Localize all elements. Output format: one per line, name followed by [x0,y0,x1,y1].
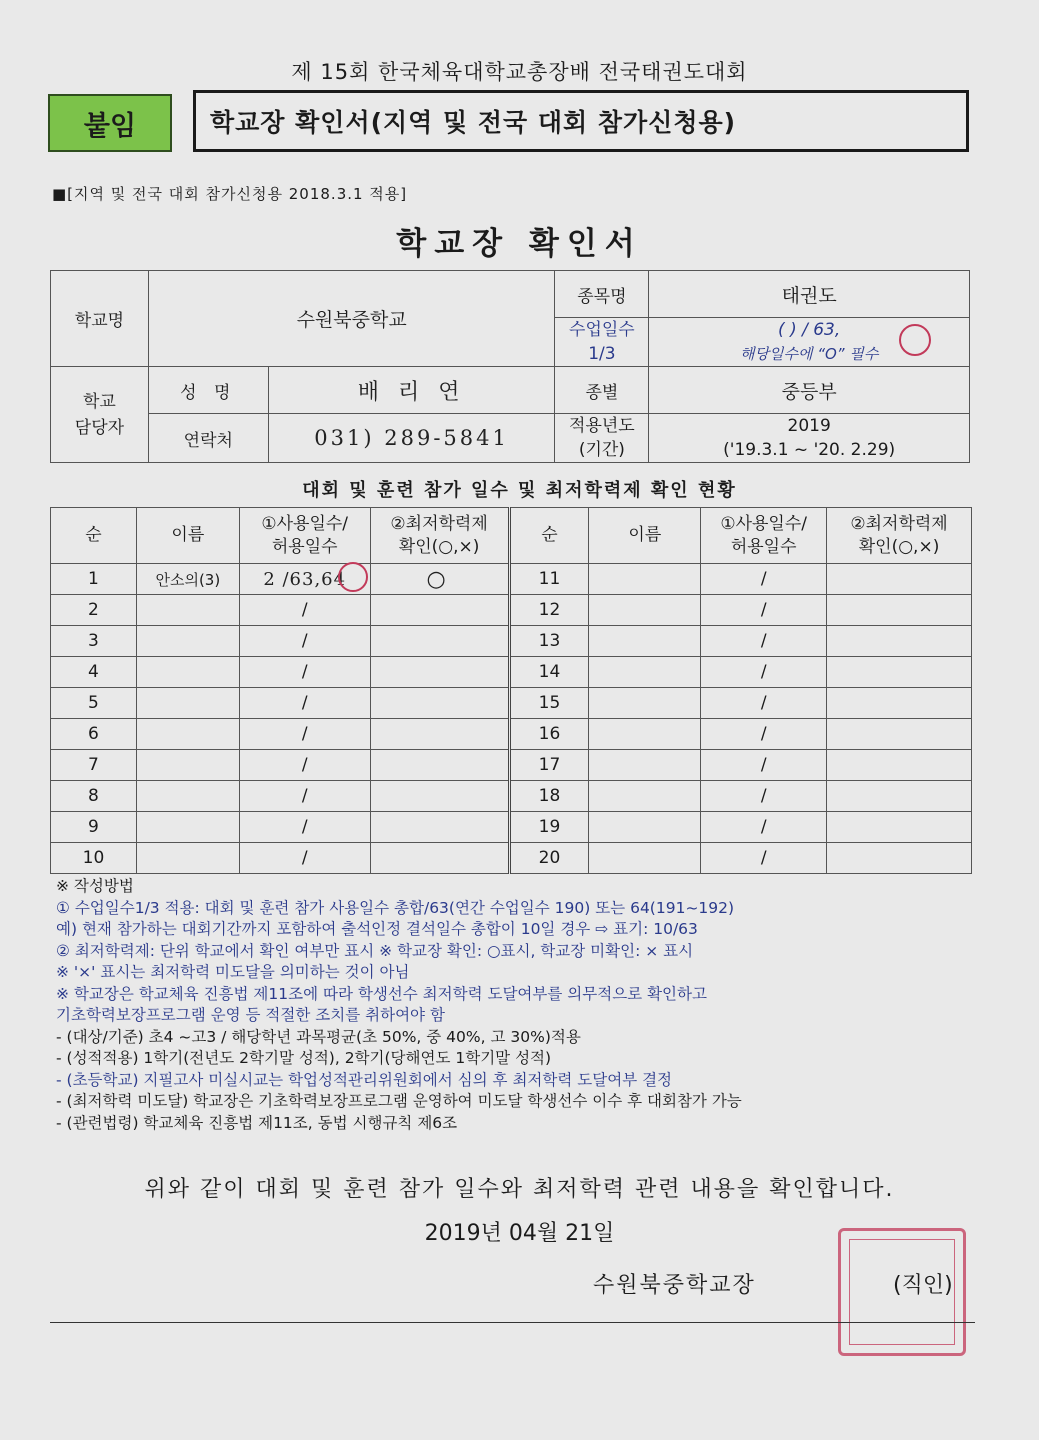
roster-table [50,507,972,874]
correction-stamp [899,324,931,356]
instruction-line: ① 수업일수1/3 적용: 대회 및 훈련 참가 사용일수 총합/63(연간 수업일수 190) 또는 64(191~192) [56,898,735,917]
row-no: 1 [51,564,137,595]
row-name [136,750,239,781]
header-academic-2: 확인(○,×) [398,536,480,557]
instruction-line: - (대상/기준) 초4 ~고3 / 해당학년 과목평균(초 50%, 중 40%, 고 30%)적용 [56,1027,581,1046]
row-check-right [827,595,972,626]
instruction-line: - (성적적용) 1학기(전년도 2학기말 성적), 2학기(당해연도 1학기말 성적) [56,1049,552,1067]
row-check [370,750,509,781]
instructions [56,876,986,1134]
instruction-line: ※ 학교장은 학교체육 진흥법 제11조에 따라 학생선수 최저학력 도달여부를 의무적으로 확인하고 [56,984,707,1003]
row-name-right [589,626,701,657]
header-name: 이름 [136,508,239,564]
closing-statement: 위와 같이 대회 및 훈련 참가 일수와 최저학력 관련 내용을 확인합니다. [144,1177,895,1202]
header-academic-right [827,508,972,564]
header-no-right: 순 [509,508,589,564]
row-name-right [589,688,701,719]
row-no-right: 15 [509,688,589,719]
row-no: 5 [51,688,137,719]
year-value [649,414,970,463]
row-name [136,781,239,812]
row-no: 2 [51,595,137,626]
correction-stamp [338,562,368,592]
row-no: 7 [51,750,137,781]
row-days: / [239,688,370,719]
year-label-2: (기간) [578,440,625,460]
header-academic-right-2: 확인(○,×) [858,536,940,557]
row-no-right: 16 [509,719,589,750]
instruction-line: - (최저학력 미도달) 학교장은 기초학력보장프로그램 운영하여 미도달 학생선수 이수 후 대회참가 가능 [56,1092,742,1110]
class-days-label [555,318,649,367]
name-label: 성 명 [148,367,268,414]
division-label: 종별 [555,367,649,414]
row-days-right: / [701,595,827,626]
row-check [370,781,509,812]
header-academic-right-1: ②최저학력제 [850,513,948,534]
row-days-right: / [701,812,827,843]
row-no-right: 18 [509,781,589,812]
info-table [50,270,970,463]
row-days: / [239,843,370,874]
seal-label: (직인) [893,1273,953,1298]
row-check [370,812,509,843]
event-label: 종목명 [555,271,649,318]
class-days-fraction: ( ) / 63, [778,320,841,340]
instruction-line: 예) 현재 참가하는 대회기간까지 포함하여 출석인정 결석일수 총합이 10일 경우 ⇨ 표기: 10/63 [56,920,698,938]
instruction-line: ※ 작성방법 [56,877,134,895]
year: 2019 [787,416,831,436]
row-days: / [239,595,370,626]
instruction-line: - (초등학교) 지필고사 미실시교는 학업성적관리위원회에서 심의 후 최저학력 도달여부 결정 [56,1070,673,1089]
row-days [239,564,370,595]
table-row [51,750,972,781]
document-title: 학교장 확인서 [396,226,643,262]
row-name-right [589,595,701,626]
row-no-right: 12 [509,595,589,626]
division-value: 중등부 [649,367,970,414]
table-row [51,564,972,595]
table-row [51,812,972,843]
class-days-label-2: 1/3 [588,344,616,364]
row-check-right [827,843,972,874]
row-name [136,688,239,719]
row-name-right [589,812,701,843]
row-name-right [589,657,701,688]
row-check-right [827,812,972,843]
row-name-right [589,719,701,750]
contact-label: 연락처 [148,414,268,463]
bottom-divider [50,1322,975,1323]
row-days-right: / [701,688,827,719]
principal-signature: 수원북중학교장 [593,1273,756,1298]
applicability-note: ■[지역 및 전국 대회 참가신청용 2018.3.1 적용] [52,185,408,203]
event-value: 태권도 [649,271,970,318]
row-no: 3 [51,626,137,657]
row-name-right [589,750,701,781]
row-name [136,626,239,657]
row-no-right: 19 [509,812,589,843]
row-name: 안소의(3) [136,564,239,595]
header-days-right-2: 허용일수 [730,536,797,557]
row-no-right: 11 [509,564,589,595]
row-no-right: 13 [509,626,589,657]
row-days: / [239,750,370,781]
row-no-right: 20 [509,843,589,874]
row-days-right: / [701,843,827,874]
name-value: 배 리 연 [268,367,555,414]
row-days-right: / [701,750,827,781]
class-days-note: 해당일수에 “O” 필수 [740,345,879,363]
header-days-right-1: ①사용일수/ [720,513,807,534]
row-check-right [827,781,972,812]
row-check [370,719,509,750]
status-title: 대회 및 훈련 참가 일수 및 최저학력제 확인 현황 [302,480,737,501]
row-check-right [827,564,972,595]
attachment-badge: 붙임 [48,94,172,152]
school-value: 수원북중학교 [148,271,555,367]
row-name [136,843,239,874]
row-days: / [239,626,370,657]
header-academic [370,508,509,564]
table-row [51,719,972,750]
school-label: 학교명 [51,271,149,367]
header-name-right: 이름 [589,508,701,564]
instruction-line: ② 최저학력제: 단위 학교에서 확인 여부만 표시 ※ 학교장 확인: ○표시, 학교장 미확인: × 표시 [56,941,694,960]
row-days-right: / [701,564,827,595]
table-row [51,688,972,719]
row-no: 4 [51,657,137,688]
header-days-1: ①사용일수/ [261,513,349,534]
row-name [136,657,239,688]
row-check [370,688,509,719]
row-name [136,719,239,750]
header-no: 순 [51,508,137,564]
header-days-2: 허용일수 [271,536,338,557]
table-row [51,626,972,657]
row-check [370,657,509,688]
row-check-right [827,750,972,781]
row-name-right [589,781,701,812]
row-days-right: / [701,781,827,812]
row-days-right: / [701,719,827,750]
event-title: 제 15회 한국체육대학교총장배 전국태권도대회 [291,60,748,84]
row-no-right: 14 [509,657,589,688]
staff-label-2: 담당자 [74,417,125,438]
contact-value: 031) 289-5841 [268,414,555,463]
year-range: ('19.3.1 ~ '20. 2.29) [723,440,896,460]
row-no: 9 [51,812,137,843]
row-check: ○ [370,564,509,595]
row-no: 6 [51,719,137,750]
issue-date: 2019년 04월 21일 [424,1221,615,1246]
row-days-value: 2 /63,64 [263,568,347,590]
row-check [370,595,509,626]
row-no: 8 [51,781,137,812]
row-check-right [827,688,972,719]
header-days-right [701,508,827,564]
row-name [136,595,239,626]
table-row [51,781,972,812]
header-academic-1: ②최저학력제 [390,513,488,534]
row-days-right: / [701,657,827,688]
row-name [136,812,239,843]
instruction-line: ※ '×' 표시는 최저학력 미도달을 의미하는 것이 아님 [56,963,410,981]
row-name-right [589,843,701,874]
row-days: / [239,719,370,750]
staff-label [51,367,149,463]
year-label [555,414,649,463]
row-check-right [827,657,972,688]
year-label-1: 적용년도 [569,416,635,436]
row-days: / [239,657,370,688]
table-row [51,595,972,626]
header-title: 학교장 확인서(지역 및 전국 대회 참가신청용) [193,90,969,152]
row-name-right [589,564,701,595]
row-days: / [239,781,370,812]
row-days: / [239,812,370,843]
row-check-right [827,719,972,750]
class-days-value [649,318,970,367]
instruction-line: 기초학력보장프로그램 운영 등 적절한 조치를 취하여야 함 [56,1006,445,1024]
row-check [370,843,509,874]
instruction-line: - (관련법령) 학교체육 진흥법 제11조, 동법 시행규칙 제6조 [56,1113,458,1132]
row-no: 10 [51,843,137,874]
row-days-right: / [701,626,827,657]
row-check-right [827,626,972,657]
row-check [370,626,509,657]
row-no-right: 17 [509,750,589,781]
table-row [51,843,972,874]
header-days [239,508,370,564]
class-days-label-1: 수업일수 [569,320,635,340]
table-row [51,657,972,688]
staff-label-1: 학교 [83,391,116,412]
